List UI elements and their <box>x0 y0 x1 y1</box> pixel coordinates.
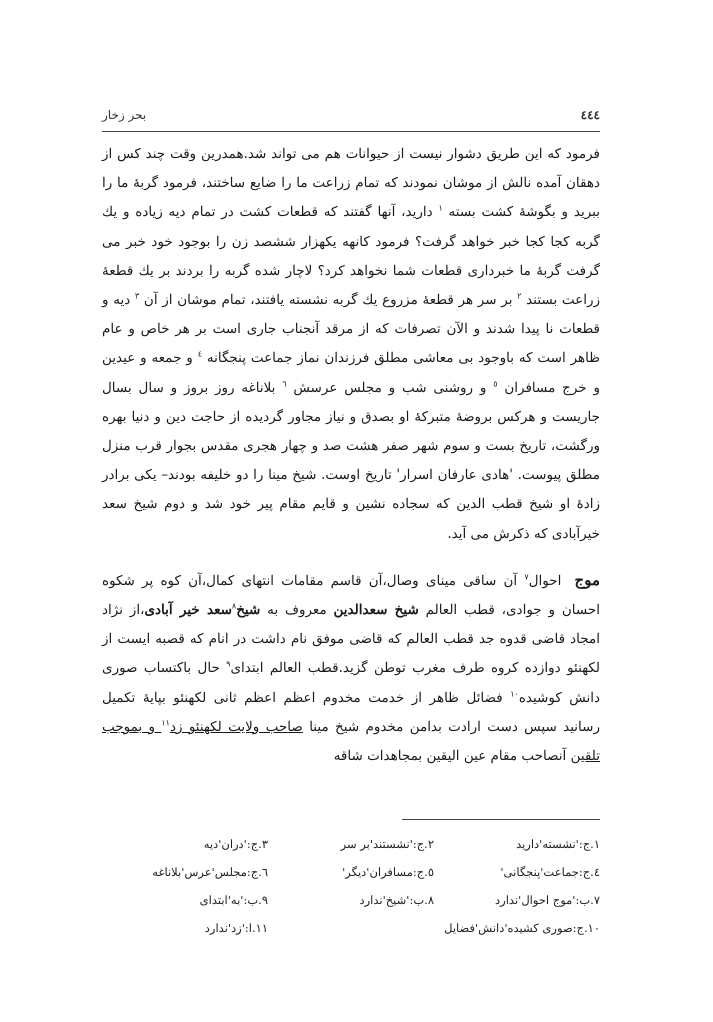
footnote-row <box>102 858 600 886</box>
footnote-ref: ٢ <box>517 291 522 301</box>
text-segment: و روشنی شب و مجلس عرسش <box>286 379 494 396</box>
footnote-ref: ١٠ <box>510 689 519 699</box>
footnote: ١.ج:'نشسته'دارید <box>516 837 600 851</box>
header-rule <box>102 131 600 132</box>
text-segment: معروف به <box>260 602 334 619</box>
text-segment: و جمعه و عیدین و خرج مسافران <box>102 350 600 396</box>
underlined-text: و بموجب تلقین <box>102 718 600 765</box>
running-title: بحر زخار <box>102 108 147 122</box>
footnote-ref: ٤ <box>197 349 202 359</box>
bold-name: شیخ <box>236 602 261 619</box>
body-text <box>102 140 600 771</box>
footnote: ٩.ب:'به'ابتدای <box>199 893 268 907</box>
footnote-ref: ٣ <box>134 291 140 301</box>
footnote-ref: ٥ <box>493 379 498 389</box>
footnote-rule <box>402 819 600 820</box>
footnotes <box>102 830 600 942</box>
page-header <box>102 108 600 126</box>
footnote-ref: ٧ <box>524 572 529 582</box>
page-number: ٤٤٤ <box>580 108 600 122</box>
underlined-text: صاحب ولایت لکهنئو زد <box>169 718 303 735</box>
text-segment: دارید، آنها گفتند که قطعات کشت در تمام دیه زیاده و یك گربه کجا کجا خبر خواهد گرفت؟ فرمود کانهه یکهزار ششصد زن را بوجود خود خبر می گرفت گربهٔ ما خبرداری قطعات شما نخواهد کرد؟ لاچار شده گربه را بردند بر یك قطعهٔ زراعت بستند <box>102 204 600 309</box>
footnote-ref: ١١ <box>161 718 170 728</box>
text-segment: فضائل ظاهر از خدمت مخدوم اعظم اعظم ثانی لکهنئو بپایهٔ تکمیل رسانید سپس دست ارادت بدامن مخدوم شیخ مینا <box>102 689 600 735</box>
footnote: ١١.ا:'زد'ندارد <box>204 921 268 935</box>
text-segment: بر سر هر قطعهٔ مزروع یك گربه نشسته یافتند، تمام موشان از آن <box>139 292 518 309</box>
footnote-ref: ٩ <box>226 659 231 669</box>
text-segment: فرمود که این طریق دشوار نیست از حیوانات هم می تواند شد.همدرین وقت چند کس از دهقان آمده نالش از موشان نمودند که تمام زراعت ما را ضایع ساختند، فرمود گربهٔ ما را ببرید و بگوشهٔ کشت بسته <box>102 146 600 221</box>
text-segment: حال باکتساب صوری دانش کوشیده <box>102 660 601 706</box>
footnote: ٨.ب:'شیخ'ندارد <box>359 893 434 907</box>
footnote: ٤.ج:جماعت'پنجگانی' <box>500 865 600 879</box>
footnote-row <box>102 914 600 942</box>
bold-name: سعد خیر آبادی <box>144 602 232 619</box>
footnote-ref: ٦ <box>282 379 287 389</box>
footnote-row <box>102 830 600 858</box>
footnote-ref: ٨ <box>231 601 237 611</box>
paragraph-2 <box>102 566 600 771</box>
footnote: ٦.ج:مجلس'عرس'بلاناغه <box>152 865 268 879</box>
footnote-ref: ١ <box>438 203 443 213</box>
footnote-row <box>102 886 600 914</box>
text-segment: آن ساقی مینای وصال،آن قاسم مقامات انتهای کمال،آن کوه پر شکوه احسان و جوادی، قطب العالم <box>102 572 600 619</box>
footnote: ٥.ج:مسافران'دیگر' <box>342 865 434 879</box>
footnote: ٣.ج:'دران'دیه <box>203 837 268 851</box>
text-segment: بلاناغه روز بروز و سال بسال جاریست و هرکس بروضهٔ متبرکهٔ او بصدق و نیاز مجاور گردیده از حاجت دین و دنیا بهره ورگشت، تاریخ بست و سوم شهر صفر هشت صد و چهار هجری مقدس بجوار قرب منزل مطلق پیوست. 'هادی عارفان اسرار' تاریخ اوست. شیخ مینا را دو خلیفه بودند– یکی برادر زادهٔ او شیخ قطب الدین که سجاده نشین و قایم مقام پیر خود شد و دوم شیخ سعد خیرآبادی که ذکرش می آید. <box>102 379 600 542</box>
section-lead-word: موج <box>574 570 601 589</box>
bold-name: شیخ سعدالدین <box>333 602 419 619</box>
text-segment: آنصاحب مقام عین الیقین بمجاهدات شاقه <box>333 748 571 765</box>
footnote: ١٠.ج:صوری کشیده'دانش'فضایل <box>444 921 600 935</box>
footnote: ٧.ب:'موج احوال'ندارد <box>495 893 600 907</box>
text-segment: ،از نژاد امجاد قاضی قدوه جد قطب العالم که قاضی موفق نام داشت در انام که قصبه ایست از لکهنئو دوازده کروه طرف مغرب توطن گزید.قطب العالم ابتدای <box>102 602 600 677</box>
text-segment: دیه و قطعات نا پیدا شدند و الآن تصرفات که از مرقد آنجناب جاری است بر هر خاص و عام ظاهر است که باوجود بی معاشی مطلق فرزندان نماز جماعت پنجگانه <box>102 292 600 367</box>
footnote: ٢.ج:'نشستند'بر سر <box>340 837 434 851</box>
text-segment: احوال <box>528 572 569 589</box>
paragraph-1 <box>102 140 600 549</box>
